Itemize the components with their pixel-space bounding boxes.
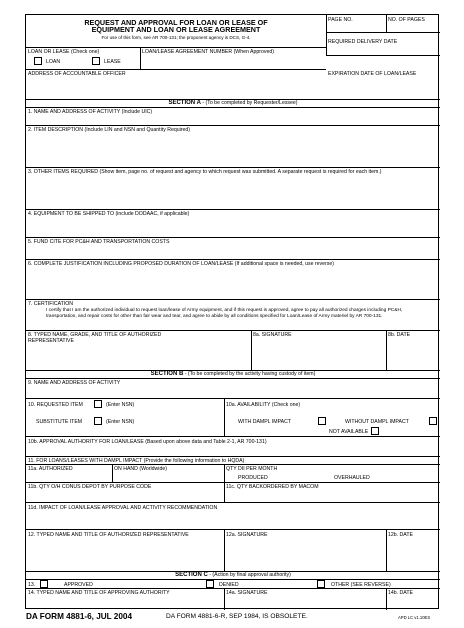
page-row-line — [326, 32, 440, 33]
title-bottom-line — [26, 47, 326, 48]
item7-label: 7. CERTIFICATION — [28, 301, 74, 307]
item12-label: 12. TYPED NAME AND TITLE OF AUTHORIZED REPRESENTATIVE — [28, 532, 189, 538]
item10b-top-line — [26, 436, 440, 437]
lease-label: LEASE — [104, 59, 121, 65]
item2-label: 2. ITEM DESCRIPTION (Include LIN and NSN and Quantity Required) — [28, 127, 191, 133]
header-divider — [326, 15, 327, 55]
item3-label: 3. OTHER ITEMS REQUIRED (Show item, page no. of request and agency to which request was submitted. A separate request is required for each item.) — [28, 169, 382, 175]
item2-top-line — [26, 125, 440, 126]
required-delivery-date-label: REQUIRED DELIVERY DATE — [328, 39, 398, 45]
agreement-number-label: LOAN/LEASE AGREEMENT NUMBER (When Approved) — [142, 49, 274, 55]
item11a-top-line — [26, 464, 440, 465]
item14-date-divider — [386, 588, 387, 610]
loan-lease-form — [25, 14, 439, 609]
approved-label: APPROVED — [64, 582, 93, 588]
expiration-date-label: EXPIRATION DATE OF LOAN/LEASE — [328, 71, 417, 77]
page-no-divider — [386, 15, 387, 32]
loan-label: LOAN — [46, 59, 61, 65]
section-b-note: - (To be completed by the activity having custody of item) — [183, 371, 316, 377]
qty-dii-label: QTY DII PER MONTH — [226, 466, 278, 472]
item8-sig-divider — [251, 330, 252, 370]
item14b-label: 14b. DATE — [388, 590, 413, 596]
not-available-label: NOT AVAILABLE — [329, 429, 369, 435]
item11d-top-line — [26, 502, 440, 503]
item4-label: 4. EQUIPMENT TO BE SHIPPED TO (include DODAAC, if applicable) — [28, 211, 190, 217]
form-subtitle: For use of this form, see AR 700-131; the proponent agency is DCS, G-4. — [101, 35, 251, 40]
delivery-bottom-line — [326, 55, 440, 56]
loan-checkbox[interactable] — [34, 57, 42, 65]
address-top-line — [26, 69, 326, 70]
item5-label: 5. FUND CITE FOR PC&H AND TRANSPORTATION COSTS — [28, 239, 170, 245]
loan-type-divider — [140, 47, 141, 69]
section-c-heading — [26, 572, 440, 579]
section-c-title: SECTION C — [175, 572, 208, 578]
enter-nsn-label-1: (Enter NSN) — [106, 402, 135, 408]
approved-checkbox[interactable] — [40, 580, 48, 588]
address-officer-label: ADDRESS OF ACCOUNTABLE OFFICER — [28, 71, 126, 77]
item11a-divider-2 — [224, 464, 225, 502]
item6-label: 6. COMPLETE JUSTIFICATION INCLUDING PROPOSED DURATION OF LOAN/LEASE (If additional space is needed, use reverse) — [28, 261, 334, 267]
item5-top-line — [26, 237, 440, 238]
denied-checkbox[interactable] — [206, 580, 214, 588]
substitute-item-checkbox[interactable] — [94, 417, 102, 425]
item8a-label: 8a. SIGNATURE — [253, 332, 292, 338]
item9-label: 9. NAME AND ADDRESS OF ACTIVITY — [28, 380, 121, 386]
with-dampl-checkbox[interactable] — [318, 417, 326, 425]
item14-sig-divider — [224, 588, 225, 610]
item13-label: 13. — [28, 582, 36, 588]
item11a-divider-1 — [112, 464, 113, 482]
item12-top-line — [26, 529, 440, 530]
item10-divider — [224, 398, 225, 436]
form-title-line2: EQUIPMENT AND LOAN OR LEASE AGREEMENT — [91, 25, 261, 34]
section-a-heading — [26, 100, 440, 107]
item11d-label: 11d. IMPACT OF LOAN/LEASE APPROVAL AND ACTIVITY RECOMMENDATION — [28, 505, 218, 511]
item3-top-line — [26, 167, 440, 168]
lease-checkbox[interactable] — [92, 57, 100, 65]
item8-label: 8. TYPED NAME, GRADE, AND TITLE OF AUTHORIZED REPRESENTATIVE — [28, 332, 162, 344]
certification-text: I certify that I am the authorized individual to request loan/lease of Army equipment, and if this request is approved, agree to pay all authorized charges including PC&H, transportation, and repair costs for other than fair wear and tear, and agree to abide by all conditions specified for Loan/Lease of Army materiel by AR 700-131. — [46, 308, 403, 319]
form-id: DA FORM 4881-6, JUL 2004 — [26, 612, 133, 621]
version-label: APD LC v1.10ES — [398, 615, 431, 620]
item8-top-line — [26, 330, 440, 331]
item12b-label: 12b. DATE — [388, 532, 413, 538]
without-dampl-checkbox[interactable] — [429, 417, 437, 425]
loan-or-lease-label: LOAN OR LEASE (Check one) — [28, 49, 100, 55]
item11b-top-line — [26, 482, 440, 483]
substitute-item-label: SUBSTITUTE ITEM — [36, 419, 83, 425]
item11-top-line — [26, 456, 440, 457]
item14a-label: 14a. SIGNATURE — [226, 590, 268, 596]
item12-sig-divider — [224, 529, 225, 571]
item8b-label: 8b. DATE — [388, 332, 411, 338]
item11c-label: 11c. QTY BACKORDERED BY MACOM — [226, 484, 319, 490]
item11b-label: 11b. QTY O/H CONUS DEPOT BY PURPOSE CODE — [28, 484, 152, 490]
form-title-line1: REQUEST AND APPROVAL FOR LOAN OR LEASE OF — [84, 18, 268, 27]
item11a-label: 11a. AUTHORIZED — [28, 466, 73, 472]
section-a-note: - (To be completed by Requester/Lessee) — [200, 100, 298, 106]
section-b-title: SECTION B — [150, 371, 184, 377]
other-label: OTHER (SEE REVERSE) — [331, 582, 391, 588]
item10a-label: 10a. AVAILABILITY (Check one) — [226, 402, 301, 408]
item6-top-line — [26, 259, 440, 260]
requested-item-checkbox[interactable] — [94, 400, 102, 408]
produced-label: PRODUCED — [238, 475, 268, 481]
section-c-note: - (Action by final approval authority) — [207, 572, 291, 578]
other-checkbox[interactable] — [317, 580, 325, 588]
item7-top-line — [26, 299, 440, 300]
item14-top-line — [26, 588, 440, 589]
on-hand-label: ON HAND (Worldwide) — [114, 466, 167, 472]
not-available-checkbox[interactable] — [371, 427, 379, 435]
item12a-label: 12a. SIGNATURE — [226, 532, 268, 538]
denied-label: DENIED — [219, 582, 239, 588]
with-dampl-label: WITH DAMPL IMPACT — [238, 419, 292, 425]
page-no-label: PAGE NO. — [328, 17, 353, 23]
item11-label: 11. FOR LOANS/LEASES WITH DAMPL IMPACT (Provide the following information to HQDA) — [28, 458, 245, 464]
item9-top-line — [26, 378, 440, 379]
overhauled-label: OVERHAULED — [334, 475, 370, 481]
section-a-title: SECTION A — [168, 100, 201, 106]
supersedes-note: DA FORM 4881-6-R, SEP 1984, IS OBSOLETE. — [166, 613, 308, 620]
item14-label: 14. TYPED NAME AND TITLE OF APPROVING AUTHORITY — [28, 590, 170, 596]
item4-top-line — [26, 209, 440, 210]
without-dampl-label: WITHOUT DAMPL IMPACT — [345, 419, 409, 425]
item1-top-line — [26, 107, 440, 108]
item10-label: 10. REQUESTED ITEM — [28, 402, 83, 408]
item10b-label: 10b. APPROVAL AUTHORITY FOR LOAN/LEASE (Based upon above data and Table 2-1, AR 700-131) — [28, 439, 267, 445]
enter-nsn-label-2: (Enter NSN) — [106, 419, 135, 425]
item10-top-line — [26, 398, 440, 399]
section-b-heading — [26, 371, 440, 378]
item13-top-line — [26, 579, 440, 580]
item8-date-divider — [386, 330, 387, 370]
item1-label: 1. NAME AND ADDRESS OF ACTIVITY (Include UIC) — [28, 109, 153, 115]
item12-date-divider — [386, 529, 387, 571]
no-of-pages-label: NO. OF PAGES — [388, 17, 425, 23]
